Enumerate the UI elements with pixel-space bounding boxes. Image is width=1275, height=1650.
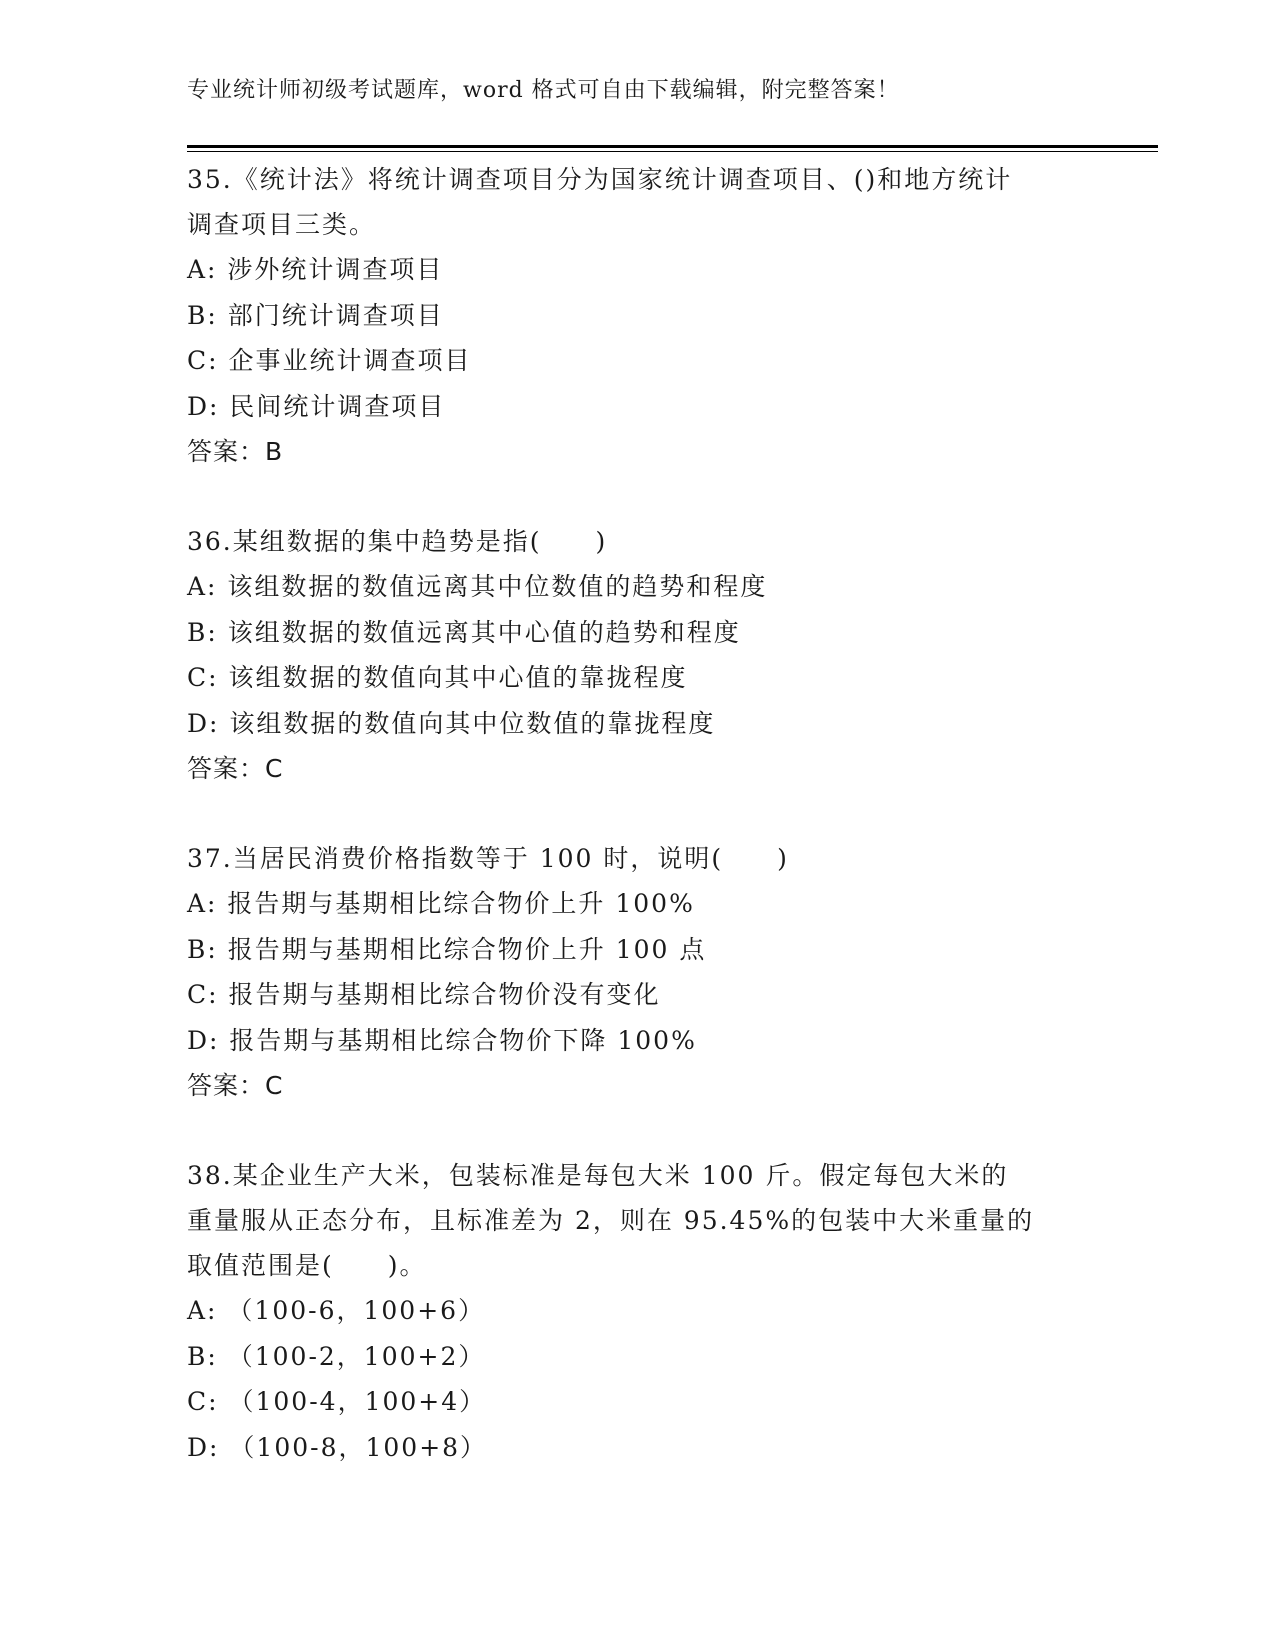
option-c: C: 报告期与基期相比综合物价没有变化: [187, 980, 661, 1009]
question-spacer: [187, 791, 1087, 836]
question-38: [187, 1153, 1087, 1470]
option-b: B: 部门统计调查项目: [187, 300, 444, 330]
option-a: A: 涉外统计调查项目: [187, 255, 444, 284]
option-d: D: 该组数据的数值向其中位数值的靠拢程度: [187, 708, 716, 738]
header-rule-thick: [187, 145, 1158, 148]
question-stem-line: 重量服从正态分布，且标准差为 2，则在 95.45%的包装中大米重量的: [187, 1206, 1035, 1235]
question-stem-line: 37.当居民消费价格指数等于 100 时，说明( ): [187, 844, 789, 873]
question-35: [187, 157, 1087, 474]
option-c: C: 企事业统计调查项目: [187, 346, 472, 375]
answer: 答案：C: [187, 754, 284, 783]
question-stem-line: 38.某企业生产大米，包装标准是每包大米 100 斤。假定每包大米的: [187, 1161, 1009, 1190]
answer: 答案：C: [187, 1071, 284, 1100]
question-37: [187, 836, 1087, 1108]
question-stem-line: 36.某组数据的集中趋势是指( ): [187, 527, 608, 556]
question-list: [187, 157, 1087, 1470]
option-c: C: 该组数据的数值向其中心值的靠拢程度: [187, 663, 688, 692]
option-d: D: （100-8，100+8）: [187, 1432, 488, 1462]
option-b: B: （100-2，100+2）: [187, 1341, 486, 1371]
question-36: [187, 519, 1087, 791]
question-stem-line: 取值范围是( )。: [187, 1251, 427, 1280]
option-a: A: （100-6，100+6）: [187, 1296, 486, 1325]
question-spacer: [187, 1108, 1087, 1153]
option-a: A: 该组数据的数值远离其中位数值的趋势和程度: [187, 572, 768, 601]
option-b: B: 该组数据的数值远离其中心值的趋势和程度: [187, 617, 741, 647]
option-b: B: 报告期与基期相比综合物价上升 100 点: [187, 934, 707, 964]
option-a: A: 报告期与基期相比综合物价上升 100%: [187, 889, 695, 918]
answer: 答案：B: [187, 437, 284, 466]
question-stem-line: 调查项目三类。: [187, 210, 377, 239]
option-d: D: 报告期与基期相比综合物价下降 100%: [187, 1025, 697, 1055]
page-header: 专业统计师初级考试题库，word 格式可自由下载编辑，附完整答案！: [187, 78, 900, 103]
question-spacer: [187, 474, 1087, 519]
question-stem-line: 35.《统计法》将统计调查项目分为国家统计调查项目、()和地方统计: [187, 165, 1013, 194]
option-c: C: （100-4，100+4）: [187, 1387, 487, 1416]
header-rule-thin: [187, 151, 1158, 152]
option-d: D: 民间统计调查项目: [187, 391, 446, 421]
